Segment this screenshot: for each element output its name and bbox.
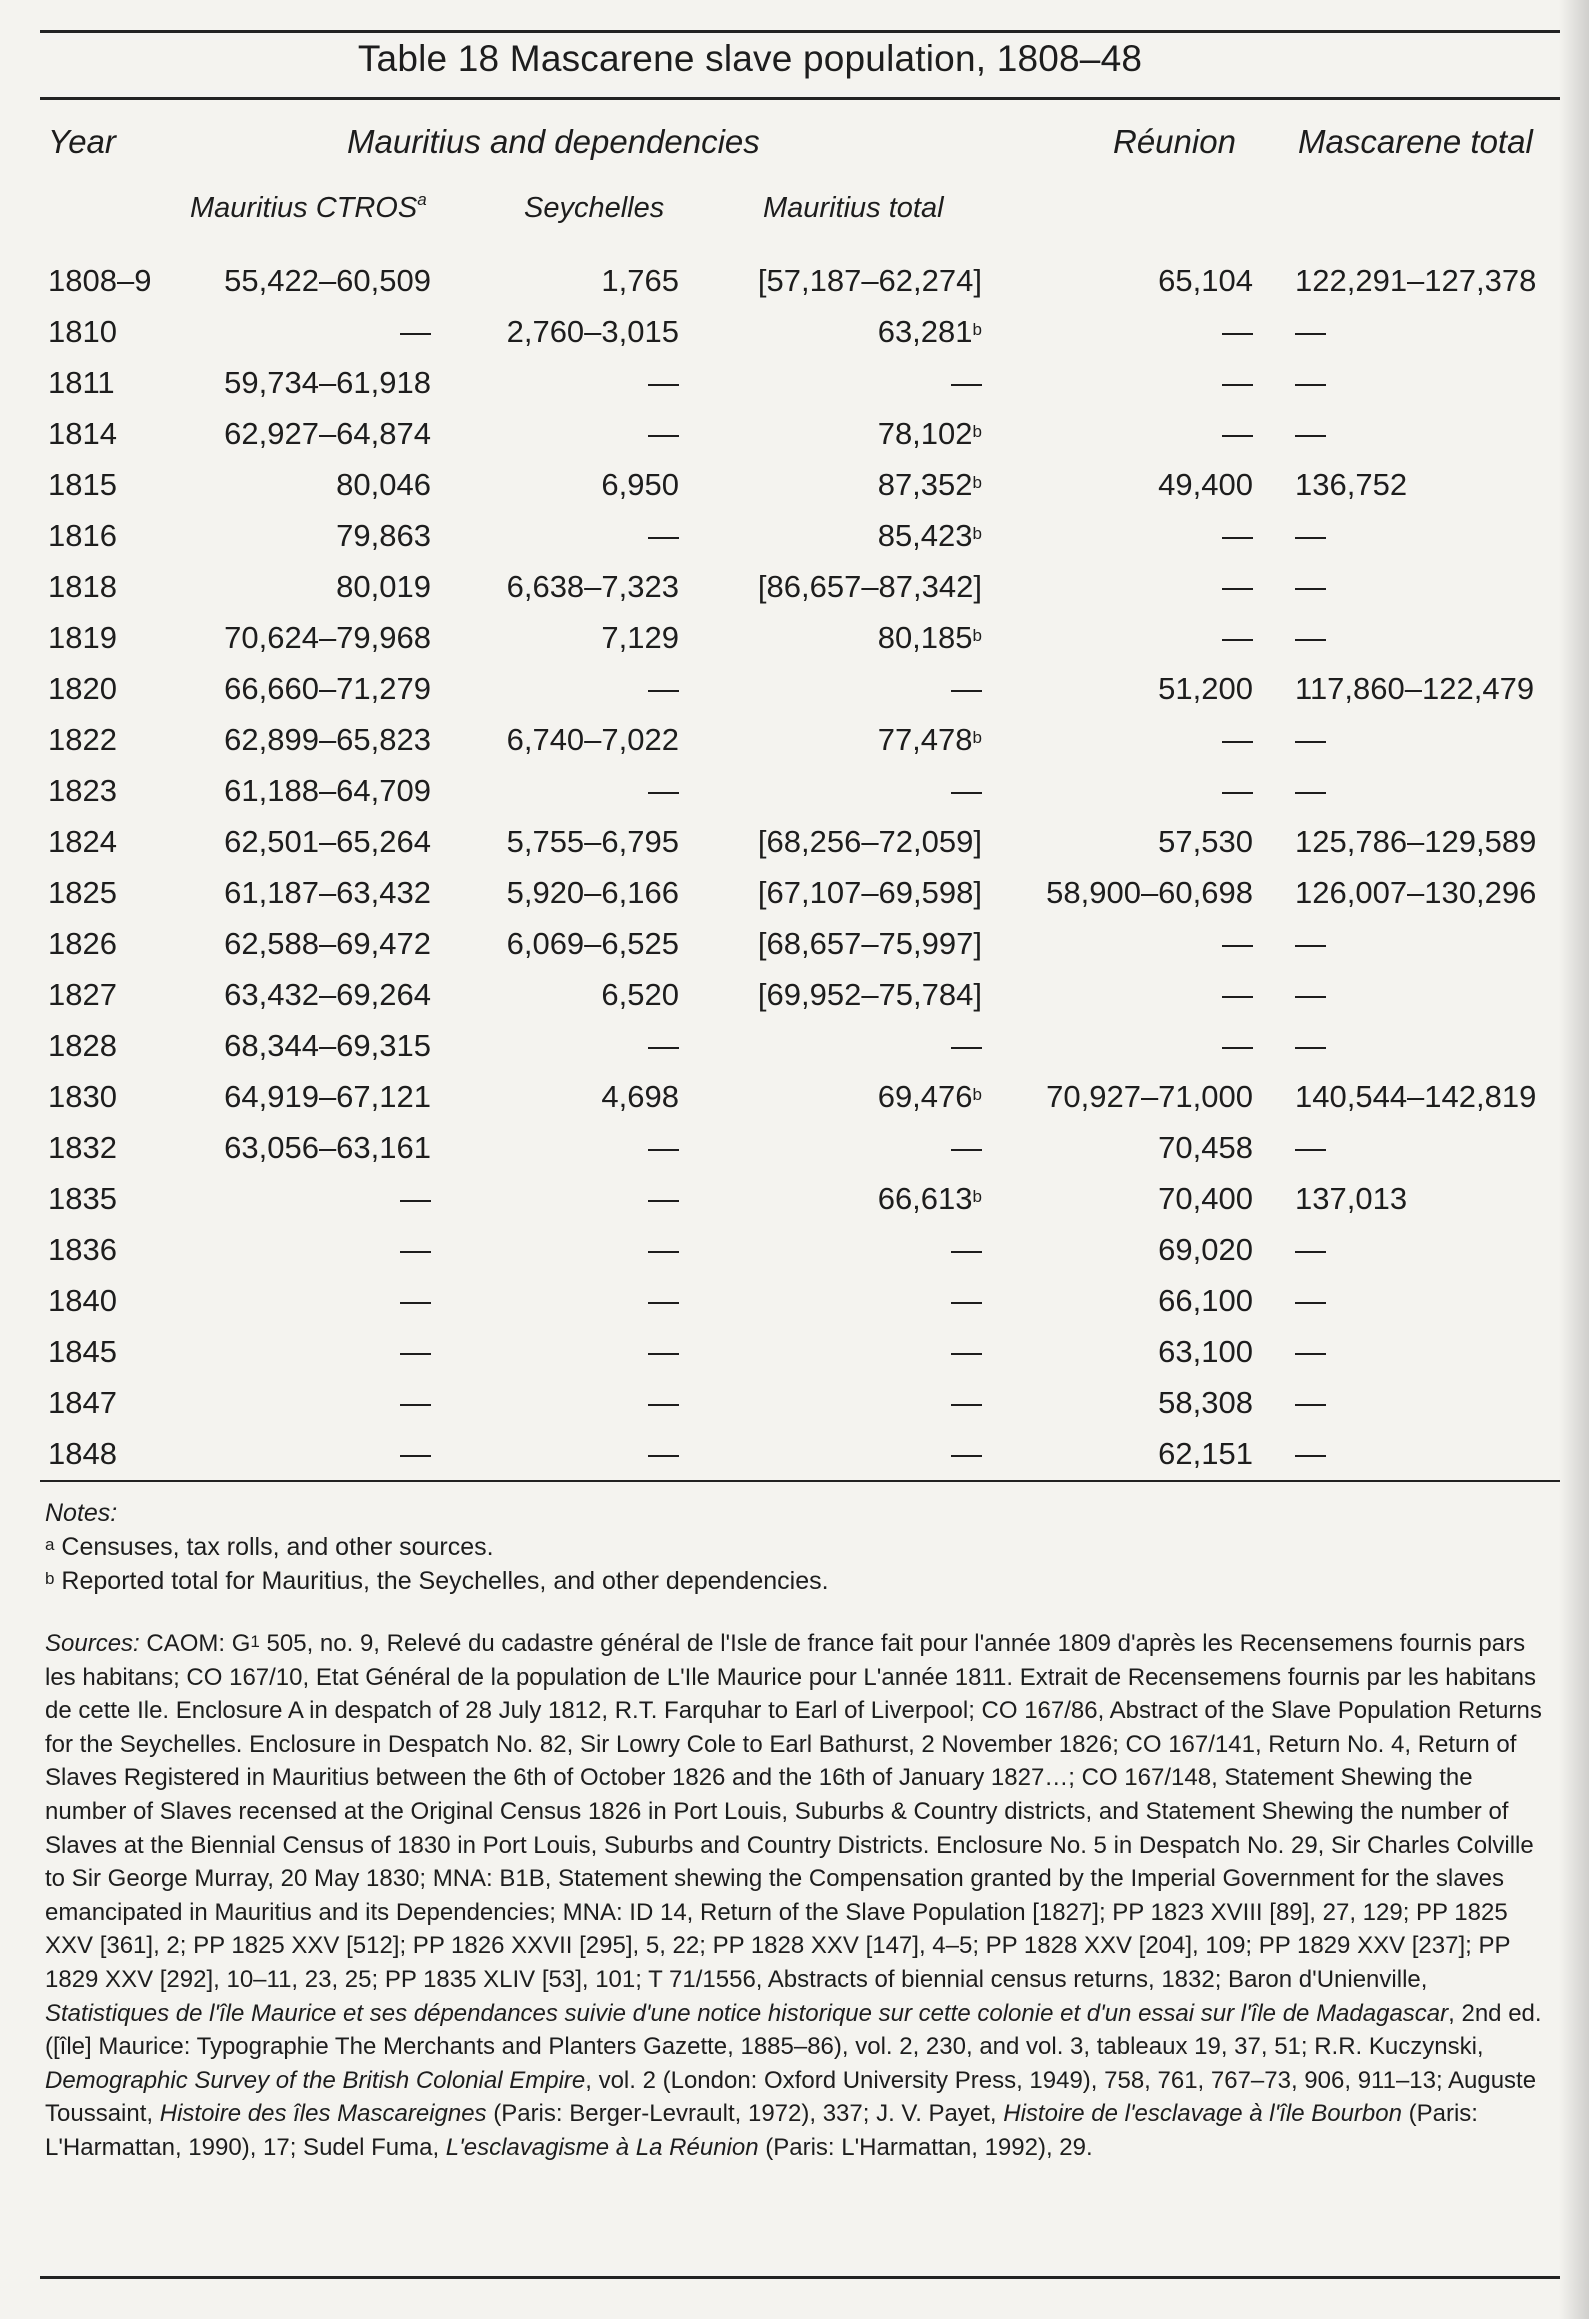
header-mascarene-total: Mascarene total [1298, 123, 1533, 160]
reunion-cell: 70,927–71,000 [1046, 1079, 1253, 1114]
table-row [0, 1128, 1589, 1178]
table-row [0, 312, 1589, 362]
table-row [0, 1179, 1589, 1229]
seychelles-cell: — [648, 1334, 679, 1369]
seychelles-cell: — [648, 518, 679, 553]
reunion-cell: — [1222, 1028, 1253, 1063]
seychelles-cell: — [648, 1232, 679, 1267]
reunion-cell: 51,200 [1158, 671, 1253, 706]
sources-label: Sources: [45, 1630, 140, 1657]
seychelles-cell: 5,755–6,795 [506, 824, 679, 859]
sources-part-10: (Paris: L'Harmattan, 1990), 17; Sudel Fuma, [45, 2100, 1478, 2161]
ctros-cell: — [400, 1385, 431, 1420]
mascarene-total-cell: — [1295, 518, 1326, 553]
year-cell: 1848 [48, 1436, 117, 1471]
seychelles-cell: 6,069–6,525 [506, 926, 679, 961]
ctros-cell: — [400, 1334, 431, 1369]
year-cell: 1836 [48, 1232, 117, 1267]
table-row [0, 669, 1589, 719]
mauritius-total-value: 69,476 [877, 1079, 973, 1114]
table-row [0, 1281, 1589, 1331]
seychelles-cell: — [648, 365, 679, 400]
mascarene-total-cell: 137,013 [1295, 1181, 1408, 1216]
ctros-cell: — [400, 1436, 431, 1471]
reunion-cell: — [1222, 518, 1253, 553]
page-bottom-rule [40, 2276, 1560, 2279]
header-mauritius-ctros-label: Mauritius CTROS [190, 192, 418, 224]
mascarene-total-cell: — [1295, 773, 1326, 808]
ctros-cell: 63,056–63,161 [224, 1130, 431, 1165]
mascarene-total-cell: 122,291–127,378 [1295, 263, 1537, 298]
mascarene-total-cell: 136,752 [1295, 467, 1408, 502]
year-cell: 1847 [48, 1385, 117, 1420]
mascarene-total-cell: — [1295, 1385, 1326, 1420]
header-seychelles: Seychelles [524, 192, 665, 224]
reunion-cell: 57,530 [1158, 824, 1253, 859]
mauritius-total-cell [758, 924, 982, 964]
mascarene-total-cell: — [1295, 365, 1326, 400]
mauritius-total-footnote-mark: b [972, 320, 982, 339]
mauritius-total-value: [67,107–69,598] [757, 875, 982, 910]
header-mauritius-group: Mauritius and dependencies [347, 123, 760, 160]
sources-part-12: (Paris: L'Harmattan, 1992), 29. [758, 2133, 1093, 2161]
seychelles-cell: — [648, 1028, 679, 1063]
table-row [0, 873, 1589, 923]
ctros-cell: 62,501–65,264 [224, 824, 431, 859]
top-rule [40, 30, 1560, 33]
table-bottom-rule [40, 1480, 1560, 1482]
mascarene-total-cell: — [1295, 1283, 1326, 1318]
reunion-cell: 58,308 [1158, 1385, 1253, 1420]
year-cell: 1832 [48, 1130, 117, 1165]
sources-title-payet: Histoire de l'esclavage à l'île Bourbon [1003, 2100, 1402, 2128]
ctros-cell: 59,734–61,918 [224, 365, 431, 400]
seychelles-cell: — [648, 1181, 679, 1216]
mauritius-total-cell [951, 1332, 982, 1372]
mauritius-total-footnote-mark: b [972, 1085, 982, 1104]
ctros-cell: 61,187–63,432 [224, 875, 431, 910]
mascarene-total-cell: — [1295, 1028, 1326, 1063]
seychelles-cell: — [648, 1385, 679, 1420]
mauritius-total-value: [57,187–62,274] [757, 263, 982, 298]
mauritius-total-value: — [951, 1130, 982, 1165]
seychelles-cell: — [648, 671, 679, 706]
mauritius-total-value: — [951, 1283, 982, 1318]
year-cell: 1820 [48, 671, 117, 706]
seychelles-cell: 2,760–3,015 [506, 314, 679, 349]
sources-sup: 1 [250, 1632, 260, 1651]
year-cell: 1819 [48, 620, 117, 655]
sources-part-4: , 2nd ed. ([île] Maurice: Typographie The Merchants and Planters Gazette, 1885–86), vol. 2, 230, and vol. 3, tableaux 19, 37, 51; R.R. Kuczynski, [45, 1999, 1542, 2061]
sources-part-1: CAOM: G [146, 1630, 251, 1657]
table-row [0, 567, 1589, 617]
table-row [0, 924, 1589, 974]
ctros-cell: 55,422–60,509 [224, 263, 431, 298]
mauritius-total-value: — [951, 365, 982, 400]
mauritius-total-cell [951, 1230, 982, 1270]
reunion-cell: — [1222, 620, 1253, 655]
mauritius-total-footnote-mark: b [972, 422, 982, 441]
reunion-cell: 69,020 [1158, 1232, 1253, 1267]
note-b-text: Reported total for Mauritius, the Seychelles, and other dependencies. [61, 1567, 829, 1595]
header-year: Year [48, 123, 116, 160]
sources-title-toussaint: Histoire des îles Mascareignes [159, 2100, 487, 2128]
table-row [0, 1332, 1589, 1382]
reunion-cell: — [1222, 773, 1253, 808]
ctros-cell: 79,863 [336, 518, 431, 553]
seychelles-cell: 7,129 [601, 620, 679, 655]
ctros-cell: 61,188–64,709 [224, 773, 431, 808]
year-cell: 1823 [48, 773, 117, 808]
mascarene-total-cell: — [1295, 620, 1326, 655]
mascarene-total-cell: — [1295, 569, 1326, 604]
year-cell: 1825 [48, 875, 117, 910]
seychelles-cell: 6,740–7,022 [506, 722, 679, 757]
table-title: Table 18 Mascarene slave population, 1808–48 [357, 38, 1143, 79]
ctros-cell: — [400, 314, 431, 349]
reunion-cell: — [1222, 365, 1253, 400]
mascarene-total-cell: — [1295, 722, 1326, 757]
seychelles-cell: — [648, 1436, 679, 1471]
mauritius-total-value: [68,256–72,059] [757, 824, 982, 859]
note-a [45, 1530, 1545, 1564]
year-cell: 1822 [48, 722, 117, 757]
mascarene-total-cell: — [1295, 1436, 1326, 1471]
reunion-cell: — [1222, 569, 1253, 604]
sources-part-2: 505, no. 9, Relevé du cadastre général de l'Isle de france fait pour l'année 1809 d'après les Recensemens fournis pars les habitans; CO 167/10, Etat Général de la population de L'Ile Maurice pour L'année 1811. Extrait de Recensemens fournis par les habitans de cette Ile. Enclosure A in despatch of 28 July 1812, R.T. Farquhar to Earl of Liverpool; CO 167/86, Abstract of the Slave Population Returns for the Seychelles. Enclosure in Despatch No. 82, Sir Lowry Cole to Earl Bathurst, 2 November 1826; CO 167/141, Return No. 4, Return of Slaves Registered in Mauritius between the 6th of October 1826 and the 16th of January 1827…; CO 167/148, Statement Shewing the number of Slaves recensed at the Original Census 1826 in Port Louis, Suburbs & Country districts, and Statement Shewing the number of Slaves at the Biennial Census of 1830 in Port Louis, Suburbs and Country Districts. Enclosure No. 5 in Despatch No. 29, Sir Charles Colville to Sir George Murray, 20 May 1830; MNA: B1B, Statement shewing the Compensation granted by the Imperial Government for the slaves emancipated in Mauritius and its Dependencies; MNA: ID 14, Return of the Slave Population [1827]; PP 1823 XVIII [89], 27, 129; PP 1825 XXV [361], 2; PP 1825 XXV [512]; PP 1826 XXVII [295], 5, 22; PP 1828 XXV [147], 4–5; PP 1828 XXV [204], 109; PP 1829 XXV [237]; PP 1829 XXV [292], 10–11, 23, 25; PP 1835 XLIV [53], 101; T 71/1556, Abstracts of biennial census returns, 1832; Baron d'Unienville, [45, 1630, 1542, 1993]
mascarene-total-cell: — [1295, 926, 1326, 961]
table-row [0, 261, 1589, 311]
mauritius-total-cell [878, 1077, 982, 1117]
header-ctros-footnote-mark: a [417, 190, 427, 209]
year-cell: 1840 [48, 1283, 117, 1318]
seychelles-cell: 4,698 [601, 1079, 679, 1114]
year-cell: 1808–9 [48, 263, 152, 298]
year-cell: 1815 [48, 467, 117, 502]
mauritius-total-value: — [951, 1028, 982, 1063]
mauritius-total-cell [951, 669, 982, 709]
mauritius-total-cell [878, 720, 982, 760]
mauritius-total-value: 85,423 [877, 518, 973, 553]
mauritius-total-cell [951, 1434, 982, 1474]
ctros-cell: — [400, 1181, 431, 1216]
mauritius-total-footnote-mark: b [972, 626, 982, 645]
reunion-cell: — [1222, 314, 1253, 349]
mauritius-total-value: — [951, 1385, 982, 1420]
mauritius-total-value: 63,281 [877, 314, 973, 349]
sources-title-kuczynski: Demographic Survey of the British Colonial Empire [45, 2066, 586, 2094]
mauritius-total-value: — [951, 1232, 982, 1267]
sources-part-6: , vol. 2 (London: Oxford University Press, 1949), 758, 761, 767–73, 906, 911–13; Auguste Toussaint, [45, 2066, 1537, 2128]
mascarene-total-cell: — [1295, 416, 1326, 451]
mauritius-total-value: 87,352 [877, 467, 973, 502]
reunion-cell: — [1222, 926, 1253, 961]
seychelles-cell: — [648, 1130, 679, 1165]
reunion-cell: — [1222, 977, 1253, 1012]
notes-block [45, 1496, 1545, 1598]
header-mauritius-ctros [190, 192, 427, 225]
mauritius-total-cell [951, 363, 982, 403]
year-cell: 1828 [48, 1028, 117, 1063]
table-row [0, 465, 1589, 515]
mauritius-total-cell [951, 1128, 982, 1168]
ctros-cell: — [400, 1232, 431, 1267]
mascarene-total-cell: — [1295, 1334, 1326, 1369]
year-cell: 1827 [48, 977, 117, 1012]
reunion-cell: — [1222, 722, 1253, 757]
page-edge-shadow [1559, 0, 1589, 2319]
mauritius-total-value: — [951, 1436, 982, 1471]
sources-block [45, 1627, 1553, 2165]
year-cell: 1818 [48, 569, 117, 604]
year-cell: 1811 [48, 365, 115, 400]
ctros-cell: 62,588–69,472 [224, 926, 431, 961]
table-row [0, 363, 1589, 413]
mascarene-total-cell: — [1295, 314, 1326, 349]
note-b [45, 1564, 1545, 1598]
year-cell: 1826 [48, 926, 117, 961]
reunion-cell: 70,400 [1158, 1181, 1253, 1216]
sources-title-unienville: Statistiques de l'île Maurice et ses dépendances suivie d'une notice historique sur cette colonie et d'un essai sur l'île de Madagascar [45, 1999, 1449, 2027]
mauritius-total-cell [758, 975, 982, 1015]
mauritius-total-value: — [951, 1334, 982, 1369]
table-row [0, 1383, 1589, 1433]
mauritius-total-cell [951, 1281, 982, 1321]
ctros-cell: 68,344–69,315 [224, 1028, 431, 1063]
mauritius-total-cell [878, 516, 982, 556]
seychelles-cell: 1,765 [601, 263, 679, 298]
mauritius-total-cell [878, 1179, 982, 1219]
mauritius-total-cell [878, 465, 982, 505]
mauritius-total-cell [951, 1383, 982, 1423]
mauritius-total-value: 77,478 [877, 722, 973, 757]
mauritius-total-footnote-mark: b [972, 728, 982, 747]
mauritius-total-cell [951, 1026, 982, 1066]
reunion-cell: 49,400 [1158, 467, 1253, 502]
mauritius-total-cell [758, 873, 982, 913]
ctros-cell: 63,432–69,264 [224, 977, 431, 1012]
header-reunion: Réunion [1113, 123, 1236, 160]
ctros-cell: 64,919–67,121 [224, 1079, 431, 1114]
table-row [0, 1434, 1589, 1484]
year-cell: 1830 [48, 1079, 117, 1114]
ctros-cell: — [400, 1283, 431, 1318]
table-row [0, 975, 1589, 1025]
table-row [0, 1230, 1589, 1280]
sources-title-fuma: L'esclavagisme à La Réunion [445, 2133, 759, 2161]
reunion-cell: 66,100 [1158, 1283, 1253, 1318]
mascarene-total-cell: 140,544–142,819 [1295, 1079, 1537, 1114]
table-row [0, 516, 1589, 566]
seychelles-cell: 6,950 [601, 467, 679, 502]
mauritius-total-value: — [951, 671, 982, 706]
ctros-cell: 62,899–65,823 [224, 722, 431, 757]
mauritius-total-footnote-mark: b [972, 1187, 982, 1206]
seychelles-cell: — [648, 1283, 679, 1318]
mauritius-total-value: 78,102 [877, 416, 973, 451]
seychelles-cell: — [648, 773, 679, 808]
mauritius-total-cell [758, 567, 982, 607]
seychelles-cell: 6,520 [601, 977, 679, 1012]
table-row [0, 720, 1589, 770]
mascarene-total-cell: 117,860–122,479 [1295, 671, 1535, 706]
year-cell: 1814 [48, 416, 117, 451]
mascarene-total-cell: — [1295, 1130, 1326, 1165]
mauritius-total-cell [758, 261, 982, 301]
table-row [0, 414, 1589, 464]
mascarene-total-cell: 126,007–130,296 [1295, 875, 1537, 910]
mauritius-total-cell [758, 822, 982, 862]
year-cell: 1810 [48, 314, 117, 349]
year-cell: 1845 [48, 1334, 117, 1369]
year-cell: 1835 [48, 1181, 117, 1216]
reunion-cell: 58,900–60,698 [1046, 875, 1253, 910]
mascarene-total-cell: 125,786–129,589 [1295, 824, 1537, 859]
mauritius-total-cell [878, 312, 982, 352]
note-b-mark: b [45, 1569, 55, 1588]
title-rule [40, 97, 1560, 100]
mauritius-total-value: — [951, 773, 982, 808]
mauritius-total-value: [86,657–87,342] [757, 569, 982, 604]
table-row [0, 618, 1589, 668]
ctros-cell: 70,624–79,968 [224, 620, 431, 655]
mauritius-total-value: 66,613 [877, 1181, 973, 1216]
mascarene-total-cell: — [1295, 977, 1326, 1012]
table-row [0, 771, 1589, 821]
year-cell: 1816 [48, 518, 117, 553]
reunion-cell: 63,100 [1158, 1334, 1253, 1369]
mauritius-total-cell [878, 414, 982, 454]
header-mauritius-total: Mauritius total [763, 192, 944, 224]
seychelles-cell: 5,920–6,166 [506, 875, 679, 910]
reunion-cell: — [1222, 416, 1253, 451]
mauritius-total-footnote-mark: b [972, 473, 982, 492]
mauritius-total-cell [951, 771, 982, 811]
reunion-cell: 62,151 [1158, 1436, 1253, 1471]
table-row [0, 822, 1589, 872]
mauritius-total-cell [878, 618, 982, 658]
table-row [0, 1026, 1589, 1076]
note-a-text: Censuses, tax rolls, and other sources. [61, 1533, 494, 1561]
mauritius-total-value: [68,657–75,997] [757, 926, 982, 961]
ctros-cell: 80,046 [336, 467, 431, 502]
sources-part-8: (Paris: Berger-Levrault, 1972), 337; J. V. Payet, [486, 2100, 1004, 2128]
reunion-cell: 70,458 [1158, 1130, 1253, 1165]
mauritius-total-value: [69,952–75,784] [757, 977, 982, 1012]
reunion-cell: 65,104 [1158, 263, 1253, 298]
ctros-cell: 62,927–64,874 [224, 416, 431, 451]
mauritius-total-value: 80,185 [877, 620, 973, 655]
year-cell: 1824 [48, 824, 117, 859]
mascarene-total-cell: — [1295, 1232, 1326, 1267]
table-row [0, 1077, 1589, 1127]
notes-label: Notes: [45, 1499, 118, 1527]
mauritius-total-footnote-mark: b [972, 524, 982, 543]
seychelles-cell: 6,638–7,323 [506, 569, 679, 604]
ctros-cell: 66,660–71,279 [224, 671, 431, 706]
seychelles-cell: — [648, 416, 679, 451]
note-a-mark: a [45, 1535, 55, 1554]
ctros-cell: 80,019 [336, 569, 431, 604]
